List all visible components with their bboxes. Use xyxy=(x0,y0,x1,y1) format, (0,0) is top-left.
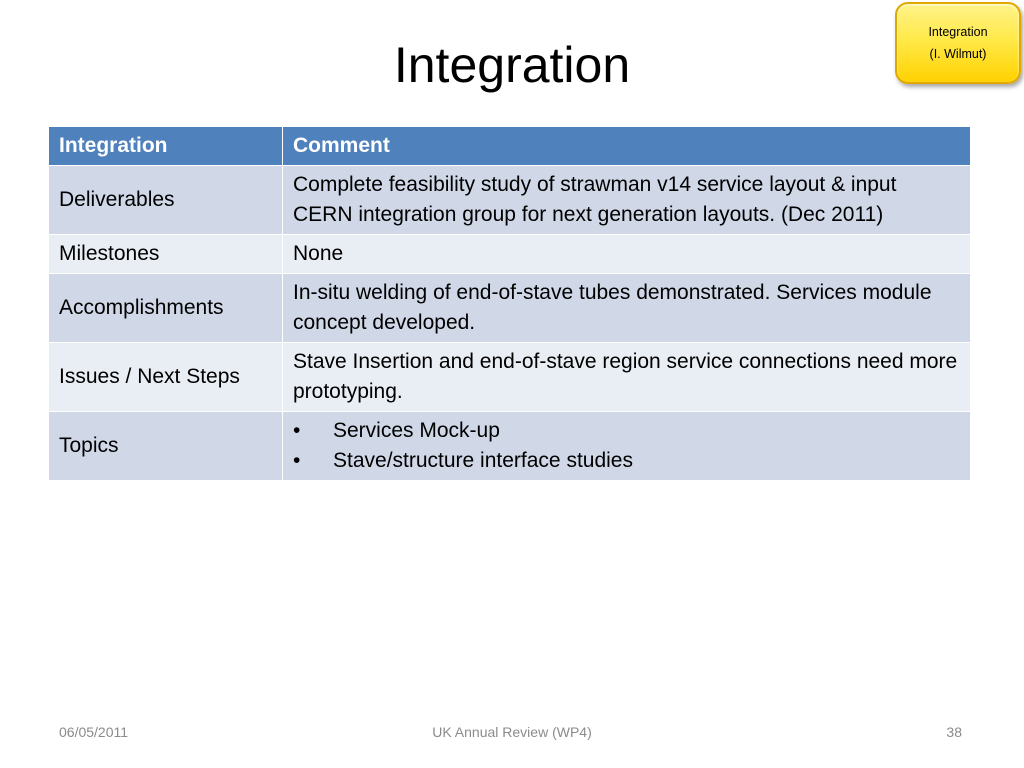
row-label-milestones: Milestones xyxy=(49,235,283,274)
row-label-deliverables: Deliverables xyxy=(49,166,283,235)
topic-text: Services Mock-up xyxy=(333,419,500,442)
tag-line-2: (I. Wilmut) xyxy=(929,47,987,61)
row-label-accomplishments: Accomplishments xyxy=(49,274,283,343)
topic-text: Stave/structure interface studies xyxy=(333,449,633,472)
table-header-row xyxy=(49,127,971,166)
column-header-integration: Integration xyxy=(49,127,283,166)
bullet-icon: • xyxy=(293,419,301,442)
footer-date: 06/05/2011 xyxy=(59,724,129,740)
integration-table xyxy=(48,126,971,481)
table-row xyxy=(49,235,971,274)
topics-bullet-list xyxy=(293,416,960,476)
footer-title: UK Annual Review (WP4) xyxy=(432,724,592,740)
row-label-issues-next-steps: Issues / Next Steps xyxy=(49,343,283,412)
slide-title: Integration xyxy=(393,37,631,93)
row-comment-milestones: None xyxy=(283,235,971,274)
table-row xyxy=(49,274,971,343)
list-item xyxy=(293,446,960,476)
row-label-topics: Topics xyxy=(49,412,283,481)
table-row xyxy=(49,412,971,481)
bullet-icon: • xyxy=(293,449,301,472)
table-row xyxy=(49,343,971,412)
tag-line-1: Integration xyxy=(928,25,988,39)
page-number: 38 xyxy=(946,724,962,740)
row-comment-issues-next-steps: Stave Insertion and end-of-stave region service connections need more prototyping. xyxy=(283,343,971,412)
table-row xyxy=(49,166,971,235)
section-tag-box xyxy=(895,2,1021,84)
row-comment-topics xyxy=(283,412,971,481)
row-comment-accomplishments: In-situ welding of end-of-stave tubes demonstrated. Services module concept developed. xyxy=(283,274,971,343)
column-header-comment: Comment xyxy=(283,127,971,166)
list-item xyxy=(293,416,960,446)
row-comment-deliverables: Complete feasibility study of strawman v14 service layout & input CERN integration group for next generation layouts. (Dec 2011) xyxy=(283,166,971,235)
